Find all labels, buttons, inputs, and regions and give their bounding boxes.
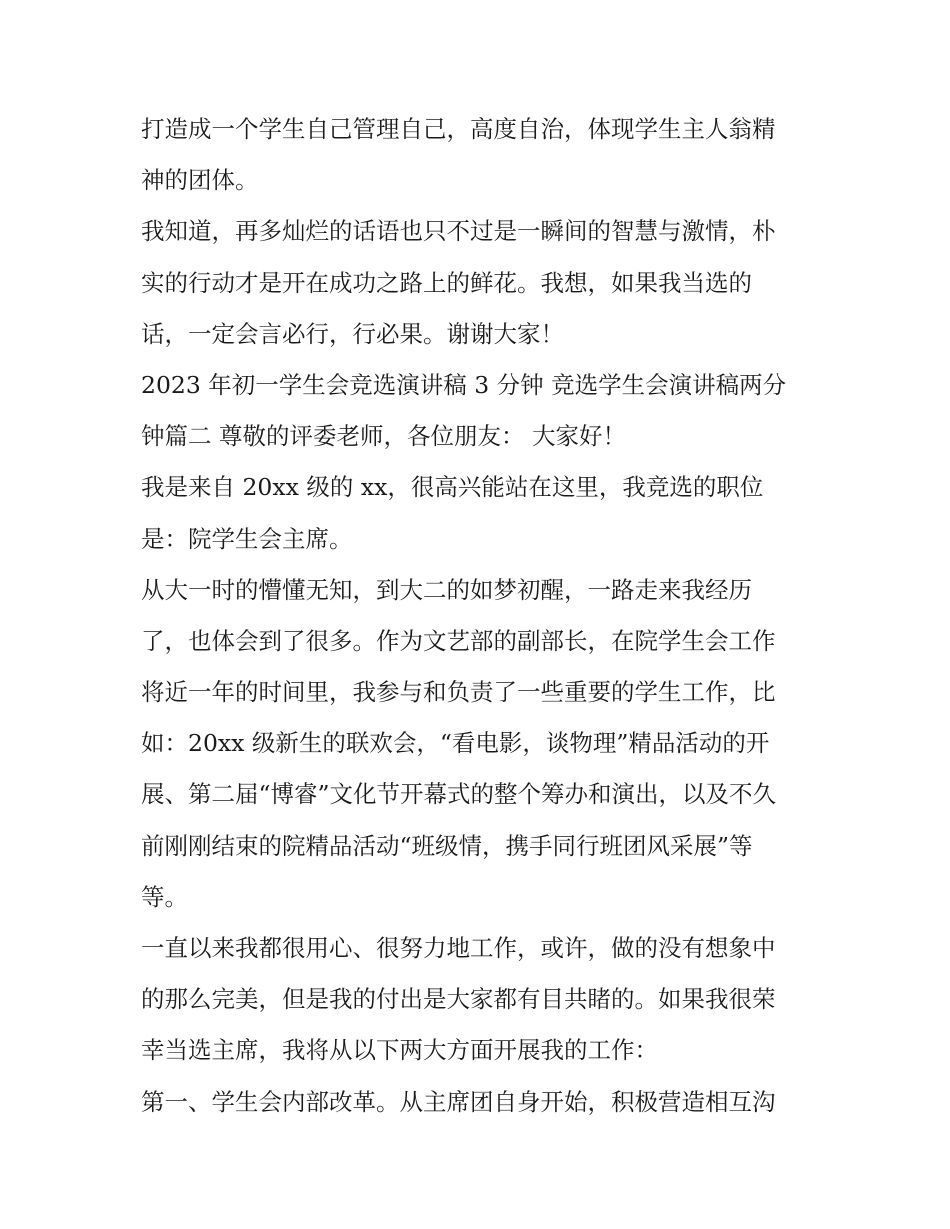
- text-line: 第一、学生会内部改革。从主席团自身开始，积极营造相互沟: [141, 1087, 776, 1116]
- text-line: 如：20xx 级新生的联欢会，“看电影，谈物理”精品活动的开: [141, 729, 770, 758]
- text-line: 从大一时的懵懂无知，到大二的如梦初醒，一路走来我经历: [141, 575, 752, 604]
- text-line: 话，一定会言必行，行必果。谢谢大家！: [141, 319, 564, 348]
- body-text: [141, 104, 813, 1128]
- text-line: 了，也体会到了很多。作为文艺部的副部长，在院学生会工作: [141, 626, 776, 655]
- text-line: 钟篇二 尊敬的评委老师，各位朋友： 大家好！: [141, 422, 626, 451]
- text-line: 是：院学生会主席。: [141, 524, 353, 553]
- text-line: 实的行动才是开在成功之路上的鲜花。我想，如果我当选的: [141, 268, 752, 297]
- text-line: 的那么完美，但是我的付出是大家都有目共睹的。如果我很荣: [141, 985, 776, 1014]
- text-line: 前刚刚结束的院精品活动“班级情，携手同行班团风采展”等: [141, 831, 753, 860]
- text-line: 等。: [141, 882, 188, 911]
- text-line: 幸当选主席，我将从以下两大方面开展我的工作：: [141, 1036, 658, 1065]
- text-line: 将近一年的时间里，我参与和负责了一些重要的学生工作，比: [141, 678, 776, 707]
- text-line: 我知道，再多灿烂的话语也只不过是一瞬间的智慧与激情，朴: [141, 217, 776, 246]
- text-line: 展、第二届“博睿”文化节开幕式的整个筹办和演出，以及不久: [141, 780, 777, 809]
- text-line: 一直以来我都很用心、很努力地工作，或许，做的没有想象中: [141, 934, 776, 962]
- text-line: 我是来自 20xx 级的 xx，很高兴能站在这里，我竞选的职位: [141, 473, 764, 502]
- text-line: 打造成一个学生自己管理自己，高度自治，体现学生主人翁精: [141, 115, 776, 143]
- text-line: 2023 年初一学生会竞选演讲稿 3 分钟 竞选学生会演讲稿两分: [141, 370, 787, 399]
- text-line: 神的团体。: [141, 166, 259, 195]
